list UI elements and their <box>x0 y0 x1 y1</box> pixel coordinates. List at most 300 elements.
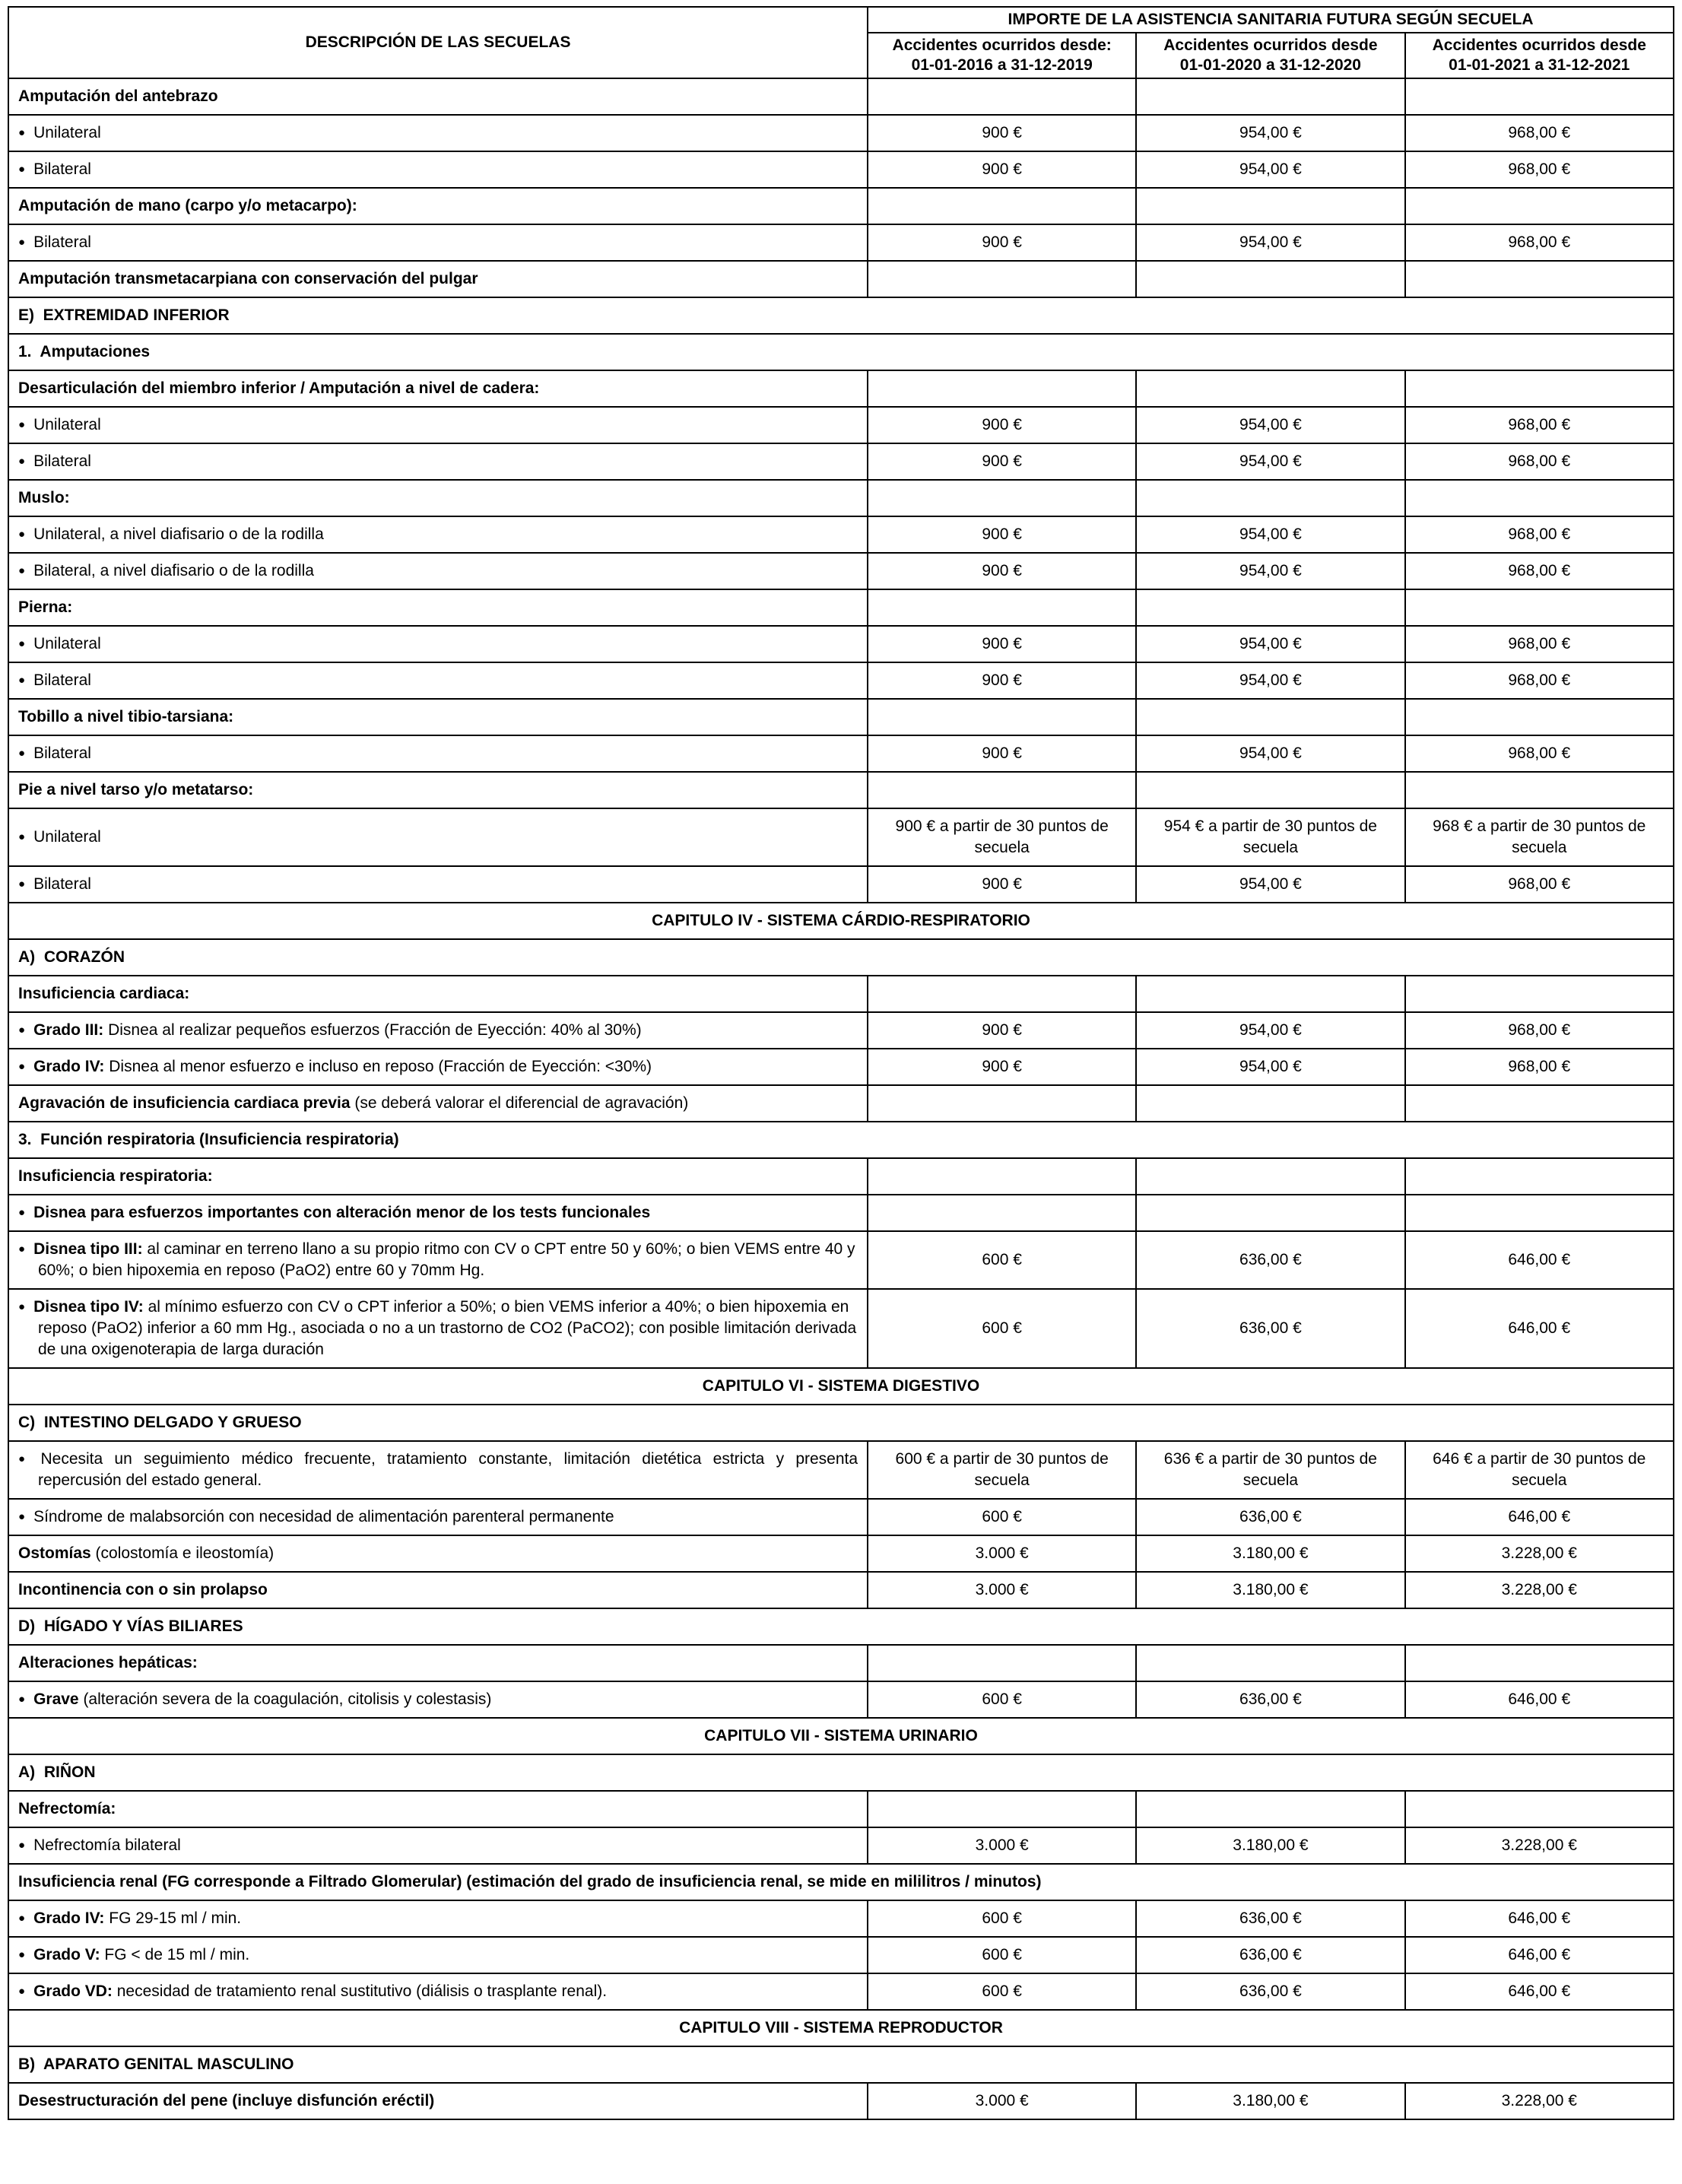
section-heading <box>8 939 1674 976</box>
row-text: Unilateral <box>33 828 101 846</box>
amount-cell: 600 € <box>868 1289 1136 1368</box>
amount-cell: 954,00 € <box>1136 1049 1404 1085</box>
row-text: Nefrectomía: <box>18 1800 116 1817</box>
section-heading <box>8 1608 1674 1645</box>
amount-cell: 646,00 € <box>1405 1900 1674 1937</box>
amount-cell: 900 € <box>868 516 1136 553</box>
amount-cell: 968,00 € <box>1405 115 1674 151</box>
row-text: 3. Función respiratoria (Insuficiencia respiratoria) <box>18 1131 399 1148</box>
row-text: Bilateral <box>33 875 91 893</box>
amount-cell: 3.180,00 € <box>1136 2083 1404 2119</box>
row-text: Pierna: <box>18 598 73 616</box>
amount-cell: 968,00 € <box>1405 151 1674 188</box>
amount-cell: 3.228,00 € <box>1405 1827 1674 1864</box>
table-row <box>8 188 1674 224</box>
table-row <box>8 808 1674 866</box>
row-text: Amputación del antebrazo <box>18 87 218 105</box>
amount-cell <box>1136 1791 1404 1827</box>
amount-cell: 636,00 € <box>1136 1681 1404 1718</box>
table-row <box>8 1085 1674 1122</box>
amount-cell <box>868 188 1136 224</box>
secuelas-table <box>8 6 1674 2120</box>
description-cell <box>8 1499 868 1535</box>
amount-cell <box>868 772 1136 808</box>
amount-cell: 646,00 € <box>1405 1937 1674 1973</box>
bullet-icon: ● <box>18 1985 26 1998</box>
table-row <box>8 516 1674 553</box>
amount-cell: 900 € <box>868 1012 1136 1049</box>
row-text: Unilateral <box>33 124 101 141</box>
table-row <box>8 772 1674 808</box>
amount-cell: 600 € <box>868 1681 1136 1718</box>
row-text: Disnea para esfuerzos importantes con alteración menor de los tests funcionales <box>33 1204 651 1221</box>
row-text: D) HÍGADO Y VÍAS BILIARES <box>18 1617 243 1635</box>
amount-cell: 954,00 € <box>1136 443 1404 480</box>
amount-cell <box>1136 1158 1404 1195</box>
description-cell <box>8 407 868 443</box>
row-text: A) CORAZÓN <box>18 948 125 966</box>
amount-cell <box>1136 1645 1404 1681</box>
table-row <box>8 626 1674 662</box>
amount-cell: 968,00 € <box>1405 1012 1674 1049</box>
row-text: Grado IV: <box>33 1058 105 1075</box>
table-row <box>8 976 1674 1012</box>
row-text: Unilateral <box>33 416 101 433</box>
amount-cell: 3.000 € <box>868 1535 1136 1572</box>
chapter-heading <box>8 2010 1674 2046</box>
row-text: Bilateral <box>33 671 91 689</box>
row-text: Bilateral <box>33 452 91 470</box>
row-text: (colostomía e ileostomía) <box>90 1544 275 1562</box>
bullet-icon: ● <box>18 1452 33 1465</box>
amount-cell: 968,00 € <box>1405 626 1674 662</box>
row-text: (se deberá valorar el diferencial de agravación) <box>350 1094 689 1112</box>
row-text: Agravación de insuficiencia cardiaca previa <box>18 1094 351 1112</box>
table-row <box>8 735 1674 772</box>
amount-cell: 3.000 € <box>868 1572 1136 1608</box>
table-row <box>8 939 1674 976</box>
amount-cell <box>1405 699 1674 735</box>
amount-cell: 968,00 € <box>1405 516 1674 553</box>
amount-cell <box>1136 1195 1404 1231</box>
amount-cell: 968,00 € <box>1405 224 1674 261</box>
amount-cell <box>868 976 1136 1012</box>
amount-cell <box>868 1645 1136 1681</box>
amount-cell <box>1405 1158 1674 1195</box>
row-text: CAPITULO VI - SISTEMA DIGESTIVO <box>702 1377 980 1395</box>
amount-cell: 636,00 € <box>1136 1973 1404 2010</box>
amount-cell: 3.228,00 € <box>1405 1572 1674 1608</box>
amount-cell: 900 € <box>868 735 1136 772</box>
table-row <box>8 297 1674 334</box>
bullet-icon: ● <box>18 830 26 843</box>
amount-cell <box>868 1195 1136 1231</box>
description-cell <box>8 480 868 516</box>
bullet-icon: ● <box>18 1693 26 1706</box>
section-heading <box>8 1122 1674 1158</box>
amount-cell <box>868 1158 1136 1195</box>
bullet-icon: ● <box>18 1243 26 1255</box>
amount-cell: 954,00 € <box>1136 516 1404 553</box>
amount-cell: 636 € a partir de 30 puntos de secuela <box>1136 1441 1404 1499</box>
amount-cell: 636,00 € <box>1136 1289 1404 1368</box>
row-text: E) EXTREMIDAD INFERIOR <box>18 306 230 324</box>
row-text: Amputación de mano (carpo y/o metacarpo): <box>18 197 357 214</box>
section-heading <box>8 1864 1674 1900</box>
table-row <box>8 1900 1674 1937</box>
amount-cell <box>1405 188 1674 224</box>
amount-cell <box>1405 1085 1674 1122</box>
amount-cell: 954,00 € <box>1136 626 1404 662</box>
amount-cell: 900 € <box>868 866 1136 903</box>
amount-cell <box>1405 772 1674 808</box>
description-cell <box>8 553 868 589</box>
amount-cell <box>1136 480 1404 516</box>
description-cell <box>8 772 868 808</box>
amount-cell: 600 € <box>868 1937 1136 1973</box>
table-row <box>8 662 1674 699</box>
amount-cell: 646,00 € <box>1405 1499 1674 1535</box>
table-row <box>8 699 1674 735</box>
row-text: necesidad de tratamiento renal sustitutivo (diálisis o trasplante renal). <box>112 1982 608 2000</box>
row-text: C) INTESTINO DELGADO Y GRUESO <box>18 1414 302 1431</box>
amount-cell <box>1405 370 1674 407</box>
bullet-icon: ● <box>18 674 26 687</box>
amount-cell <box>868 1791 1136 1827</box>
bullet-icon: ● <box>18 1510 26 1523</box>
row-text: Grado III: <box>33 1021 104 1039</box>
section-heading <box>8 1405 1674 1441</box>
period-range: 01-01-2020 a 31-12-2020 <box>1179 56 1361 74</box>
amount-cell: 900 € <box>868 1049 1136 1085</box>
description-cell <box>8 866 868 903</box>
table-row <box>8 1645 1674 1681</box>
amount-cell: 600 € <box>868 1231 1136 1289</box>
table-row <box>8 589 1674 626</box>
column-header-period-2020 <box>1136 33 1404 78</box>
description-cell <box>8 808 868 866</box>
table-row <box>8 1791 1674 1827</box>
bullet-icon: ● <box>18 1206 26 1219</box>
header-row-group <box>8 7 1674 33</box>
bullet-icon: ● <box>18 637 26 650</box>
amount-cell: 3.180,00 € <box>1136 1572 1404 1608</box>
table-row <box>8 1499 1674 1535</box>
amount-cell: 600 € <box>868 1900 1136 1937</box>
table-row <box>8 407 1674 443</box>
amount-cell: 954,00 € <box>1136 1012 1404 1049</box>
description-cell <box>8 1049 868 1085</box>
amount-cell: 954,00 € <box>1136 151 1404 188</box>
row-text: Nefrectomía bilateral <box>33 1836 181 1854</box>
amount-cell: 968,00 € <box>1405 866 1674 903</box>
table-row <box>8 1754 1674 1791</box>
table-row <box>8 903 1674 939</box>
table-row <box>8 1681 1674 1718</box>
table-row <box>8 2046 1674 2083</box>
description-cell <box>8 1012 868 1049</box>
section-heading <box>8 297 1674 334</box>
row-text: Muslo: <box>18 489 70 506</box>
row-text: Insuficiencia respiratoria: <box>18 1167 213 1185</box>
description-cell <box>8 261 868 297</box>
description-cell <box>8 151 868 188</box>
amount-cell: 3.180,00 € <box>1136 1535 1404 1572</box>
chapter-heading <box>8 1368 1674 1405</box>
amount-cell: 968,00 € <box>1405 662 1674 699</box>
row-text: al mínimo esfuerzo con CV o CPT inferior a 50%; o bien VEMS inferior a 40%; o bien hipoxemia en reposo (PaO2) inferior a 60 mm Hg., asociada o no a un trastorno de CO2 (PaCO2); con posible limitación derivada de una oxigenoterapia de larga duración <box>38 1298 857 1358</box>
amount-cell <box>1405 480 1674 516</box>
column-header-period-2016-2019 <box>868 33 1136 78</box>
bullet-icon: ● <box>18 236 26 249</box>
row-text: Bilateral, a nivel diafisario o de la rodilla <box>33 562 314 579</box>
description-cell <box>8 1791 868 1827</box>
bullet-icon: ● <box>18 1912 26 1925</box>
amount-cell: 600 € <box>868 1973 1136 2010</box>
description-cell <box>8 516 868 553</box>
period-range: 01-01-2021 a 31-12-2021 <box>1449 56 1630 74</box>
table-row <box>8 1535 1674 1572</box>
table-row <box>8 553 1674 589</box>
description-cell <box>8 1827 868 1864</box>
description-cell <box>8 1158 868 1195</box>
amount-cell: 900 € <box>868 662 1136 699</box>
description-cell <box>8 224 868 261</box>
amount-cell <box>1405 589 1674 626</box>
amount-cell: 968,00 € <box>1405 407 1674 443</box>
row-text: FG < de 15 ml / min. <box>100 1946 250 1963</box>
table-row <box>8 1608 1674 1645</box>
bullet-icon: ● <box>18 1060 26 1073</box>
bullet-icon: ● <box>18 418 26 431</box>
column-header-description: DESCRIPCIÓN DE LAS SECUELAS <box>8 7 868 78</box>
amount-cell: 954,00 € <box>1136 224 1404 261</box>
row-text: Grave <box>33 1690 79 1708</box>
amount-cell: 636,00 € <box>1136 1231 1404 1289</box>
amount-cell: 646 € a partir de 30 puntos de secuela <box>1405 1441 1674 1499</box>
description-cell <box>8 1289 868 1368</box>
amount-cell: 3.228,00 € <box>1405 1535 1674 1572</box>
amount-cell: 954,00 € <box>1136 553 1404 589</box>
row-text: Grado V: <box>33 1946 100 1963</box>
amount-cell: 900 € <box>868 553 1136 589</box>
table-row <box>8 78 1674 115</box>
amount-cell: 968,00 € <box>1405 735 1674 772</box>
section-heading <box>8 334 1674 370</box>
amount-cell: 600 € <box>868 1499 1136 1535</box>
table-row <box>8 2083 1674 2119</box>
amount-cell: 636,00 € <box>1136 1937 1404 1973</box>
table-row <box>8 1231 1674 1289</box>
description-cell <box>8 1195 868 1231</box>
row-text: CAPITULO IV - SISTEMA CÁRDIO-RESPIRATORIO <box>652 912 1030 929</box>
description-cell <box>8 589 868 626</box>
row-text: Alteraciones hepáticas: <box>18 1654 198 1671</box>
row-text: Grado VD: <box>33 1982 113 2000</box>
amount-cell: 968,00 € <box>1405 553 1674 589</box>
table-row <box>8 443 1674 480</box>
description-cell <box>8 699 868 735</box>
table-row <box>8 480 1674 516</box>
table-row <box>8 1937 1674 1973</box>
amount-cell <box>1405 78 1674 115</box>
amount-cell: 646,00 € <box>1405 1681 1674 1718</box>
amount-cell: 900 € <box>868 443 1136 480</box>
row-text: Desestructuración del pene (incluye disfunción eréctil) <box>18 2092 435 2109</box>
table-body <box>8 78 1674 2119</box>
table-row <box>8 1158 1674 1195</box>
row-text: Disnea tipo IV: <box>33 1298 144 1316</box>
row-text: 1. Amputaciones <box>18 343 151 360</box>
amount-cell <box>1405 261 1674 297</box>
period-label: Accidentes ocurridos desde: <box>892 37 1112 54</box>
table-row <box>8 224 1674 261</box>
amount-cell <box>1405 976 1674 1012</box>
amount-cell: 954,00 € <box>1136 735 1404 772</box>
row-text: Incontinencia con o sin prolapso <box>18 1581 268 1598</box>
table-row <box>8 1012 1674 1049</box>
description-cell <box>8 1441 868 1499</box>
table-row <box>8 1195 1674 1231</box>
column-header-period-2021 <box>1405 33 1674 78</box>
amount-cell <box>1136 1085 1404 1122</box>
table-row <box>8 115 1674 151</box>
group-header-importe: IMPORTE DE LA ASISTENCIA SANITARIA FUTURA SEGÚN SECUELA <box>868 7 1674 33</box>
amount-cell <box>1405 1791 1674 1827</box>
description-cell <box>8 1900 868 1937</box>
description-cell <box>8 2083 868 2119</box>
bullet-icon: ● <box>18 163 26 176</box>
amount-cell: 646,00 € <box>1405 1289 1674 1368</box>
bullet-icon: ● <box>18 528 26 541</box>
amount-cell: 900 € <box>868 224 1136 261</box>
table-row <box>8 261 1674 297</box>
amount-cell <box>868 1085 1136 1122</box>
row-text: CAPITULO VIII - SISTEMA REPRODUCTOR <box>679 2019 1003 2036</box>
bullet-icon: ● <box>18 564 26 577</box>
table-row <box>8 1572 1674 1608</box>
amount-cell <box>868 480 1136 516</box>
amount-cell: 646,00 € <box>1405 1231 1674 1289</box>
period-label: Accidentes ocurridos desde <box>1432 37 1646 54</box>
amount-cell: 900 € a partir de 30 puntos de secuela <box>868 808 1136 866</box>
row-text: B) APARATO GENITAL MASCULINO <box>18 2055 294 2073</box>
row-text: FG 29-15 ml / min. <box>104 1909 242 1927</box>
amount-cell <box>1405 1645 1674 1681</box>
description-cell <box>8 662 868 699</box>
amount-cell: 900 € <box>868 626 1136 662</box>
amount-cell <box>868 589 1136 626</box>
description-cell <box>8 1572 868 1608</box>
row-text: Disnea al realizar pequeños esfuerzos (Fracción de Eyección: 40% al 30%) <box>103 1021 642 1039</box>
row-text: Síndrome de malabsorción con necesidad de alimentación parenteral permanente <box>33 1508 614 1525</box>
row-text: Disnea al menor esfuerzo e incluso en reposo (Fracción de Eyección: <30%) <box>104 1058 652 1075</box>
amount-cell: 954,00 € <box>1136 866 1404 903</box>
table-row <box>8 1864 1674 1900</box>
period-range: 01-01-2016 a 31-12-2019 <box>911 56 1093 74</box>
amount-cell: 3.180,00 € <box>1136 1827 1404 1864</box>
amount-cell: 954 € a partir de 30 puntos de secuela <box>1136 808 1404 866</box>
amount-cell <box>868 261 1136 297</box>
row-text: Insuficiencia cardiaca: <box>18 985 190 1002</box>
amount-cell: 968 € a partir de 30 puntos de secuela <box>1405 808 1674 866</box>
description-cell <box>8 1231 868 1289</box>
description-cell <box>8 735 868 772</box>
description-cell <box>8 626 868 662</box>
amount-cell <box>868 699 1136 735</box>
description-cell <box>8 1645 868 1681</box>
amount-cell: 3.228,00 € <box>1405 2083 1674 2119</box>
period-label: Accidentes ocurridos desde <box>1163 37 1378 54</box>
bullet-icon: ● <box>18 126 26 139</box>
table-row <box>8 151 1674 188</box>
row-text: Desarticulación del miembro inferior / Amputación a nivel de cadera: <box>18 379 540 397</box>
section-heading <box>8 1754 1674 1791</box>
table-row <box>8 866 1674 903</box>
amount-cell: 900 € <box>868 407 1136 443</box>
amount-cell: 954,00 € <box>1136 115 1404 151</box>
description-cell <box>8 976 868 1012</box>
amount-cell <box>1136 78 1404 115</box>
table-row <box>8 1405 1674 1441</box>
bullet-icon: ● <box>18 1839 26 1852</box>
row-text: Bilateral <box>33 744 91 762</box>
row-text: Unilateral, a nivel diafisario o de la rodilla <box>33 525 324 543</box>
amount-cell: 954,00 € <box>1136 407 1404 443</box>
description-cell <box>8 78 868 115</box>
table-row <box>8 1289 1674 1368</box>
amount-cell: 600 € a partir de 30 puntos de secuela <box>868 1441 1136 1499</box>
amount-cell: 968,00 € <box>1405 1049 1674 1085</box>
amount-cell <box>868 370 1136 407</box>
table-row <box>8 1441 1674 1499</box>
row-text: Necesita un seguimiento médico frecuente, tratamiento constante, limitación dietética estricta y presenta repercusión del estado general. <box>38 1450 858 1489</box>
description-cell <box>8 1535 868 1572</box>
row-text: Tobillo a nivel tibio-tarsiana: <box>18 708 234 725</box>
table-row <box>8 334 1674 370</box>
table-row <box>8 370 1674 407</box>
amount-cell <box>1136 188 1404 224</box>
table-row <box>8 1049 1674 1085</box>
bullet-icon: ● <box>18 747 26 760</box>
amount-cell: 900 € <box>868 151 1136 188</box>
row-text: al caminar en terreno llano a su propio ritmo con CV o CPT entre 50 y 60%; o bien VEMS entre 40 y 60%; o bien hipoxemia en reposo (PaO2) entre 60 y 70mm Hg. <box>38 1240 855 1279</box>
row-text: Pie a nivel tarso y/o metatarso: <box>18 781 254 798</box>
row-text: Ostomías <box>18 1544 91 1562</box>
chapter-heading <box>8 903 1674 939</box>
bullet-icon: ● <box>18 455 26 468</box>
row-text: Insuficiencia renal (FG corresponde a Filtrado Glomerular) (estimación del grado de insuficiencia renal, se mide en mililitros / minutos) <box>18 1873 1042 1890</box>
amount-cell <box>1136 976 1404 1012</box>
row-text: Grado IV: <box>33 1909 105 1927</box>
bullet-icon: ● <box>18 1948 26 1961</box>
bullet-icon: ● <box>18 1300 26 1313</box>
amount-cell: 636,00 € <box>1136 1499 1404 1535</box>
chapter-heading <box>8 1718 1674 1754</box>
row-text: CAPITULO VII - SISTEMA URINARIO <box>704 1727 978 1744</box>
amount-cell <box>1405 1195 1674 1231</box>
amount-cell <box>1136 370 1404 407</box>
description-cell <box>8 1681 868 1718</box>
row-text: Amputación transmetacarpiana con conservación del pulgar <box>18 270 478 287</box>
amount-cell: 968,00 € <box>1405 443 1674 480</box>
section-heading <box>8 2046 1674 2083</box>
amount-cell: 646,00 € <box>1405 1973 1674 2010</box>
amount-cell: 636,00 € <box>1136 1900 1404 1937</box>
amount-cell: 3.000 € <box>868 1827 1136 1864</box>
amount-cell <box>1136 699 1404 735</box>
description-cell <box>8 115 868 151</box>
